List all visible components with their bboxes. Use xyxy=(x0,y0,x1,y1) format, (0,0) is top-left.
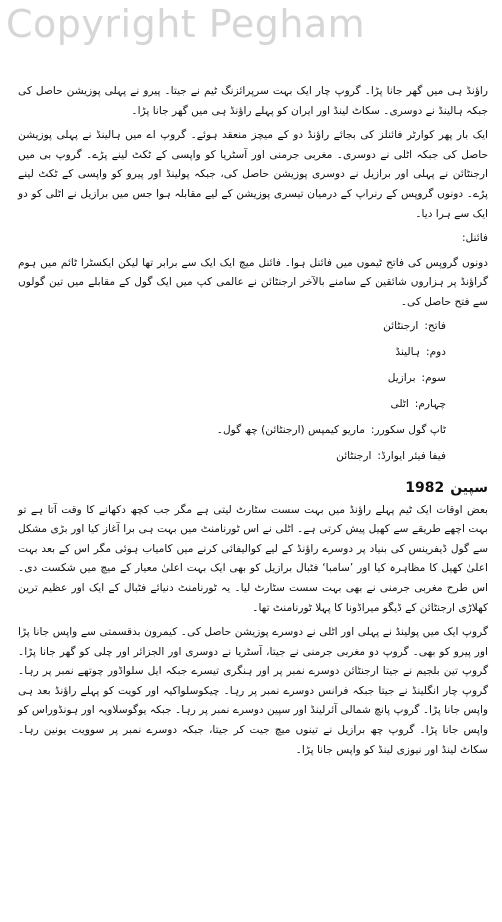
result-value: ارجنٹائن xyxy=(383,319,419,332)
result-label: فیفا فیئر ایوارڈ: xyxy=(377,449,446,462)
result-label: ٹاپ گول سکورر: xyxy=(370,423,446,436)
result-value: ماریو کیمپس (ارجنٹائن) چھ گول۔ xyxy=(216,423,365,436)
result-value: ہالینڈ xyxy=(395,345,421,358)
result-value: برازیل xyxy=(387,371,416,384)
paragraph: گروپ ایک میں پولینڈ نے پہلی اور اٹلی نے دوسرے پوزیشن حاصل کی۔ کیمرون بدقسمتی سے واپس جانا پڑا اور پیرو کو بھی۔ گروپ دو مغربی جرمنی نے جیتا، آسٹریا نے دوسری اور الجزائر اور چلی کو گھر جانا پڑا۔ گروپ تین بلجیم نے جیتا ارجنٹائن دوسرے نمبر پر اور ہنگری تیسرے جبکہ ایل سلواڈور چوتھے نمبر پر رہا۔ گروپ چار انگلینڈ نے جیتا جبکہ فرانس دوسرے نمبر پر رہا۔ چیکوسلواکیہ اور کویت کو پہلے راؤنڈ بعد ہی واپس جانا پڑا۔ گروپ پانچ شمالی آئرلینڈ اور سپین دوسرے نمبر پر رہا۔ جبکہ یوگوسلاویہ اور ہونڈوراس کو واپس جانا پڑا۔ گروپ چھ برازیل نے تینوں میچ جیت کر جیتا، جبکہ دوسرے نمبر پر سوویت یونین رہا۔ سکاٹ لینڈ اور نیوزی لینڈ کو واپس جانا پڑا۔ xyxy=(18,626,488,756)
paragraph: راؤنڈ ہی میں گھر جانا پڑا۔ گروپ چار ایک بہت سرپرائزنگ ٹیم نے جیتا۔ پیرو نے پہلی پوزیشن حاصل کی جبکہ ہالینڈ نے دوسری۔ سکاٹ لینڈ اور ایران کو پہلے راؤنڈ ہی میں گھر جانا پڑا۔ xyxy=(18,85,488,117)
result-label: دوم: xyxy=(426,345,446,358)
result-row xyxy=(18,313,446,339)
result-label: فاتح: xyxy=(424,319,446,332)
result-row xyxy=(18,391,446,417)
paragraph: دونوں گروپس کی فاتح ٹیموں میں فائنل ہوا۔ فائنل میچ ایک ایک سے برابر تھا لیکن ایکسٹرا ٹائم میں ہوم گراؤنڈ پر ہزاروں شائقین کے سامنے بالآخر ارجنٹائن نے عالمی کپ میں ایک گول کے مقابلے میں تین گولوں سے فتح حاصل کی۔ xyxy=(18,256,488,308)
result-row xyxy=(18,443,446,469)
article-body xyxy=(18,82,488,760)
paragraph: ایک بار پھر کوارٹر فائنلز کی بجائے راؤنڈ دو کے میچز منعقد ہوئے۔ گروپ اے میں ہالینڈ نے پہلی پوزیشن حاصل کی جبکہ اٹلی نے دوسری۔ مغربی جرمنی اور آسٹریا کو واپسی کے ٹکٹ لینے پڑے۔ گروپ بی میں ارجنٹائن نے پہلی اور برازیل نے دوسری پوزیشن حاصل کی، جبکہ پولینڈ اور پیرو کو واپسی کے ٹکٹ لینے پڑے۔ دونوں گروپس کے رنراپ کے درمیان تیسری پوزیشن کے لیے مقابلہ ہوا جس میں برازیل نے اٹلی کو دو ایک سے ہرا دیا۔ xyxy=(18,129,488,220)
result-row xyxy=(18,417,446,443)
section-heading xyxy=(18,475,488,501)
results-list xyxy=(18,313,488,469)
result-label: سوم: xyxy=(421,371,446,384)
paragraph: بعض اوقات ایک ٹیم پہلے راؤنڈ میں بہت سست سٹارٹ لیتی ہے مگر جب کچھ دکھانے کا وقت آتا ہے تو بہت اچھے طریقے سے کھیل پیش کرتی ہے۔ اٹلی نے اس ٹورنامنٹ میں بہت ہی برا آغاز کیا اور بڑی مشکل سے گول ڈیفرینس کی بنیاد پر دوسرے راؤنڈ کے لیے کوالیفائی کرنے میں کامیاب ہوئی مگر اس کے بعد بہت اعلیٰ کھیل کا مظاہرہ کیا اور ’سامبا‘ فٹبال برازیل کو بھی ایک بہت اعلیٰ معیار کے میچ میں شکست دی۔ اس طرح مغربی جرمنی نے بھی بہت سست سٹارٹ لیا۔ یہ ٹورنامنٹ دنیائے فٹبال کے ایک اور عظیم ترین کھلاڑی ارجنٹائن کے ڈیگو میراڈونا کا پہلا ٹورنامنٹ تھا۔ xyxy=(18,503,488,614)
final-subheading: فائنل: xyxy=(461,232,488,245)
result-value: اٹلی xyxy=(390,397,409,410)
watermark-text: Copyright Pegham xyxy=(6,2,366,46)
result-value: ارجنٹائن xyxy=(336,449,372,462)
heading-year: 1982 xyxy=(405,479,445,496)
result-row xyxy=(18,339,446,365)
heading-title: سپین xyxy=(450,479,488,496)
result-label: چہارم: xyxy=(414,397,446,410)
result-row xyxy=(18,365,446,391)
